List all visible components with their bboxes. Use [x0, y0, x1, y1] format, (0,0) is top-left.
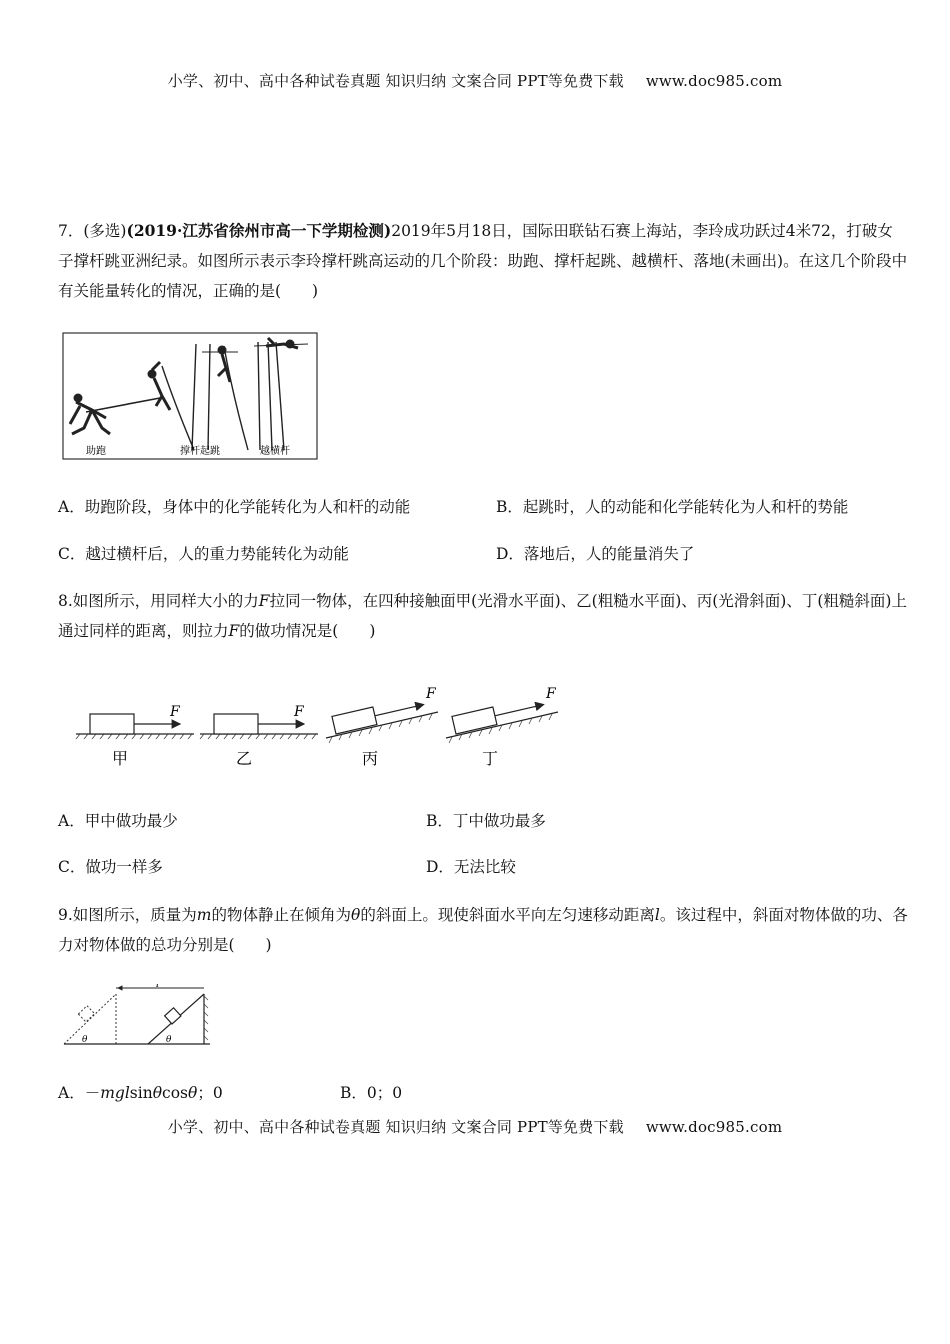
- q8-text-3: 的做功情况是( ): [239, 622, 376, 640]
- q7-option-b[interactable]: B．起跳时，人的动能和化学能转化为人和杆的势能: [496, 498, 849, 516]
- q8-text-2: 拉同一物体，在四种接触面甲(光滑水平面)、乙(粗糙水平面)、丙(光滑斜面)、丁(粗糙斜面)上通过同样的距离，则拉力: [58, 592, 907, 640]
- label-jia: 甲: [112, 749, 129, 768]
- q9-text-4: 。该过程中，斜面对物体做的功、各力对物体做的总功分别是( ): [58, 906, 908, 954]
- runner-head: [74, 394, 82, 402]
- q8-f-symbol-2: F: [228, 622, 240, 640]
- original-incline: [64, 994, 116, 1044]
- q8-f-symbol: F: [258, 592, 270, 610]
- q7-text: 2019年5月18日，国际田联钻石赛上海站，李玲成功跃过4米72，打破女子撑杆跳亚洲纪录。如图所示表示李玲撑杆跳高运动的几个阶段：助跑、撑杆起跳、越横杆、落地(未画出)。在这几个阶段中有关能量转化的情况，正确的是( ): [58, 222, 908, 300]
- q9-a-sin: sin: [129, 1084, 153, 1102]
- fig-label-bar: 越横杆: [260, 446, 290, 457]
- fig-theta-label-2: θ: [166, 1035, 172, 1045]
- header-url: www.doc985.com: [645, 72, 783, 90]
- q7-figure: [62, 332, 318, 460]
- incline-motion-figure: [62, 984, 212, 1050]
- ground-hatch: [204, 996, 208, 1040]
- surface-bing: [326, 686, 438, 768]
- footer-text: 小学、初中、高中各种试卷真题 知识归纳 文案合同 PPT等免费下载: [167, 1118, 624, 1136]
- question-7-stem: [58, 216, 908, 306]
- label-ding: 丁: [482, 749, 499, 768]
- q9-figure: [62, 984, 212, 1050]
- q9-mass-symbol: m: [196, 906, 212, 924]
- q9-text-3: 的斜面上。现使斜面水平向左匀速移动距离: [360, 906, 655, 924]
- q8-text-1: 8.如图所示，用同样大小的力: [58, 592, 259, 610]
- q9-a-cos: cos: [162, 1084, 188, 1102]
- header-text: 小学、初中、高中各种试卷真题 知识归纳 文案合同 PPT等免费下载: [167, 72, 624, 90]
- q7-option-c[interactable]: C．越过横杆后，人的重力势能转化为动能: [58, 545, 349, 563]
- q7-number: 7．: [58, 222, 84, 240]
- q8-figure: [70, 682, 570, 772]
- q7-tag: (多选): [83, 222, 127, 240]
- fig-distance-label: l: [156, 984, 160, 990]
- q9-a-theta-1: θ: [152, 1084, 163, 1102]
- q8-option-a[interactable]: A．甲中做功最少: [58, 812, 178, 830]
- q7-option-d[interactable]: D．落地后，人的能量消失了: [496, 545, 695, 563]
- page-header: [0, 70, 950, 91]
- q9-a-prefix: A．－: [58, 1084, 101, 1102]
- surface-jia: [76, 704, 194, 768]
- fig-theta-label-1: θ: [82, 1035, 88, 1045]
- label-yi: 乙: [236, 749, 253, 768]
- q8-option-d[interactable]: D．无法比较: [426, 858, 516, 876]
- force-label-ding: F: [546, 686, 556, 702]
- q9-text-2: 的物体静止在倾角为: [211, 906, 352, 924]
- q7-option-a[interactable]: A．助跑阶段，身体中的化学能转化为人和杆的动能: [58, 498, 411, 516]
- fig-label-run: 助跑: [86, 446, 106, 457]
- q9-option-a[interactable]: [58, 1082, 223, 1104]
- footer-url: www.doc985.com: [645, 1118, 783, 1136]
- q9-a-suffix: ；0: [197, 1084, 223, 1102]
- force-label-yi: F: [294, 704, 304, 720]
- q8-option-b[interactable]: B．丁中做功最多: [426, 812, 546, 830]
- question-8-stem: [58, 586, 908, 646]
- surface-ding: [446, 686, 558, 768]
- q9-option-b[interactable]: B．0；0: [340, 1084, 403, 1102]
- q9-distance-symbol: l: [654, 906, 660, 924]
- fig-label-takeoff: 撑杆起跳: [180, 446, 220, 457]
- four-surfaces-figure: [70, 682, 570, 772]
- surface-yi: [200, 704, 318, 768]
- force-label-bing: F: [426, 686, 436, 702]
- q9-a-formula: mgl: [100, 1084, 130, 1102]
- label-bing: 丙: [362, 749, 379, 768]
- q9-text-1: 9.如图所示，质量为: [58, 906, 197, 924]
- q7-source: (2019·江苏省徐州市高一下学期检测): [126, 221, 392, 240]
- question-9-stem: [58, 900, 908, 960]
- q8-option-c[interactable]: C．做功一样多: [58, 858, 163, 876]
- pole-vault-figure: [62, 332, 318, 460]
- q9-a-theta-2: θ: [188, 1084, 198, 1102]
- q9-theta-symbol: θ: [351, 906, 361, 924]
- force-label-jia: F: [170, 704, 180, 720]
- page-footer: [0, 1116, 950, 1137]
